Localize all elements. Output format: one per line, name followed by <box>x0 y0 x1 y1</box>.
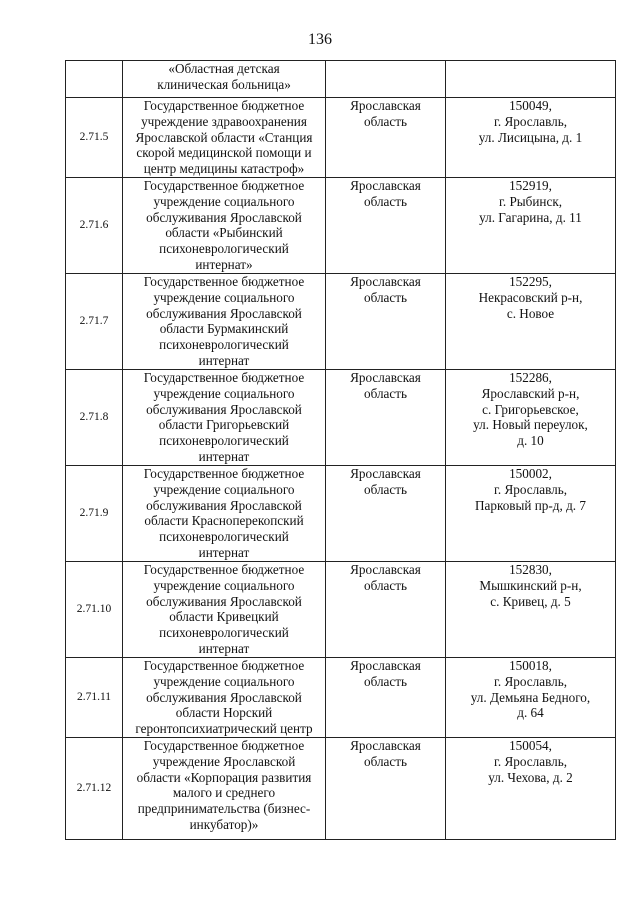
institution-name-line: области Бурмакинский <box>159 321 289 337</box>
row-number: 2.71.9 <box>79 506 109 519</box>
region-cell <box>326 737 446 839</box>
institution-name-line: Государственное бюджетное <box>143 98 305 113</box>
institution-name-line: обслуживания Ярославской <box>146 497 302 513</box>
region-line: область <box>363 289 408 305</box>
table-row <box>66 273 616 369</box>
institution-name-cell <box>123 61 326 98</box>
institution-name-cell <box>123 98 326 178</box>
institution-name-line: интернат <box>198 352 250 368</box>
institution-name-line: области Норский <box>175 705 273 721</box>
region-cell <box>326 273 446 369</box>
table-row <box>66 737 616 839</box>
institution-name-line: области Кривецкий <box>169 609 279 625</box>
address-line: с. Новое <box>506 305 555 321</box>
institution-name-line: интернат» <box>195 256 253 272</box>
institution-name-line: психоневрологический <box>159 529 289 545</box>
institution-name-line: учреждение социального <box>153 577 295 593</box>
institution-name-line: учреждение здравоохранения <box>141 113 307 129</box>
institution-name-line: обслуживания Ярославской <box>146 305 302 321</box>
address-cell <box>446 98 616 178</box>
institution-name-line: обслуживания Ярославской <box>146 593 302 609</box>
region-line: область <box>363 385 408 401</box>
region-cell <box>326 657 446 737</box>
institution-name-line: обслуживания Ярославской <box>146 401 302 417</box>
institution-name-cell <box>123 177 326 273</box>
address-line: г. Ярославль, <box>493 673 568 689</box>
address-line: д. 64 <box>517 705 544 721</box>
address-cell <box>446 369 616 465</box>
institution-name-line: Ярославской области «Станция <box>135 129 313 145</box>
institution-name-line: учреждение социального <box>153 673 295 689</box>
institution-name-line: психоневрологический <box>159 241 289 257</box>
region-line: Ярославская <box>350 98 421 113</box>
institution-name-line: центр медицины катастроф» <box>143 161 305 177</box>
region-line: область <box>363 673 408 689</box>
address-line: ул. Новый переулок, <box>473 417 588 433</box>
address-line: 152919, <box>509 177 552 193</box>
institution-name-line: малого и среднего <box>172 785 276 801</box>
institutions-table <box>65 60 616 840</box>
institution-name-line: учреждение социального <box>153 481 295 497</box>
address-line: Ярославский р-н, <box>481 385 580 401</box>
institution-name-line: Государственное бюджетное <box>143 177 305 193</box>
region-line: область <box>363 113 408 129</box>
region-cell <box>326 465 446 561</box>
address-line: Некрасовский р-н, <box>478 289 583 305</box>
institution-name-line: инкубатор)» <box>189 816 259 832</box>
region-line: область <box>363 481 408 497</box>
institution-name-line: интернат <box>198 544 250 560</box>
institution-name-line: Государственное бюджетное <box>143 273 305 289</box>
institution-name-line: Государственное бюджетное <box>143 465 305 481</box>
row-number: 2.71.7 <box>79 314 109 327</box>
address-line: ул. Чехова, д. 2 <box>488 769 573 785</box>
institution-name-line: Государственное бюджетное <box>143 561 305 577</box>
address-line: г. Ярославль, <box>493 481 568 497</box>
row-number: 2.71.6 <box>79 218 109 231</box>
table-row <box>66 177 616 273</box>
row-number-cell <box>66 61 123 98</box>
address-cell <box>446 465 616 561</box>
address-line: 150018, <box>509 657 552 673</box>
institution-name-cell <box>123 273 326 369</box>
row-number-cell <box>66 177 123 273</box>
address-line: Мышкинский р-н, <box>479 577 582 593</box>
institution-name-cell <box>123 465 326 561</box>
institution-name-line: области Краснoперекопский <box>144 513 304 529</box>
institution-name-line: области Григорьевский <box>158 417 290 433</box>
institution-name-cell <box>123 561 326 657</box>
institution-name-line: учреждение социального <box>153 193 295 209</box>
institution-name-cell <box>123 737 326 839</box>
region-line: область <box>363 193 408 209</box>
address-line: 152286, <box>509 369 552 385</box>
institution-name-line: учреждение социального <box>153 385 295 401</box>
institution-name-line: Государственное бюджетное <box>143 737 305 753</box>
row-number-cell <box>66 369 123 465</box>
institution-name-line: области «Рыбинский <box>165 225 283 241</box>
institution-name-line: Государственное бюджетное <box>143 369 305 385</box>
institution-name-line: интернат <box>198 640 250 656</box>
region-line: область <box>363 577 408 593</box>
region-cell <box>326 369 446 465</box>
institution-name-line: психоневрологический <box>159 337 289 353</box>
address-cell <box>446 177 616 273</box>
region-cell <box>326 177 446 273</box>
institution-name-line: обслуживания Ярославской <box>146 689 302 705</box>
institution-name-line: обслуживания Ярославской <box>146 209 302 225</box>
row-number: 2.71.5 <box>79 130 109 143</box>
region-line: Ярославская <box>350 273 421 289</box>
region-cell <box>326 61 446 98</box>
row-number-cell <box>66 98 123 178</box>
institution-name-line: интернат <box>198 448 250 464</box>
region-cell <box>326 98 446 178</box>
institution-name-line: психоневрологический <box>159 433 289 449</box>
address-line: с. Григорьевское, <box>482 401 579 417</box>
institution-name-line: клиническая больница» <box>157 76 291 92</box>
region-line: Ярославская <box>350 657 421 673</box>
address-line: ул. Демьяна Бедного, <box>470 689 591 705</box>
address-line: г. Ярославль, <box>493 113 568 129</box>
address-line: ул. Гагарина, д. 11 <box>479 209 582 225</box>
address-cell <box>446 561 616 657</box>
region-cell <box>326 561 446 657</box>
address-line: ул. Лисицына, д. 1 <box>478 129 583 145</box>
institution-name-line: «Областная детская <box>168 61 280 76</box>
table-row <box>66 465 616 561</box>
address-line: д. 10 <box>517 433 544 449</box>
table-row <box>66 561 616 657</box>
region-line: Ярославская <box>350 177 421 193</box>
institution-name-line: скорой медицинской помощи и <box>136 145 312 161</box>
address-line: 152295, <box>509 273 552 289</box>
address-line: 150049, <box>509 98 552 113</box>
row-number-cell <box>66 273 123 369</box>
institution-name-line: учреждение Ярославской <box>152 753 296 769</box>
institution-name-cell <box>123 657 326 737</box>
row-number: 2.71.11 <box>76 690 112 703</box>
region-line: Ярославская <box>350 561 421 577</box>
table-row <box>66 98 616 178</box>
address-cell <box>446 61 616 98</box>
table-body <box>66 61 616 840</box>
region-line: область <box>363 753 408 769</box>
address-cell <box>446 273 616 369</box>
institution-name-line: учреждение социального <box>153 289 295 305</box>
address-line: с. Кривец, д. 5 <box>490 593 571 609</box>
address-line: 152830, <box>509 561 552 577</box>
institution-name-line: области «Корпорация развития <box>136 769 312 785</box>
row-number: 2.71.10 <box>76 602 112 615</box>
region-line: Ярославская <box>350 465 421 481</box>
page-number: 136 <box>308 31 332 48</box>
region-line: Ярославская <box>350 737 421 753</box>
address-line: 150002, <box>509 465 552 481</box>
row-number: 2.71.12 <box>76 781 112 794</box>
institution-name-line: геронтопсихиатрический центр <box>135 721 313 737</box>
row-number-cell <box>66 561 123 657</box>
table-row <box>66 369 616 465</box>
address-line: 150054, <box>509 737 552 753</box>
row-number-cell <box>66 465 123 561</box>
address-line: г. Ярославль, <box>493 753 568 769</box>
region-line: Ярославская <box>350 369 421 385</box>
row-number-cell <box>66 737 123 839</box>
institution-name-line: предпринимательства (бизнес- <box>137 801 311 817</box>
address-line: г. Рыбинск, <box>498 193 563 209</box>
institution-name-cell <box>123 369 326 465</box>
address-line: Парковый пр-д, д. 7 <box>475 497 586 513</box>
table-row <box>66 61 616 98</box>
address-cell <box>446 657 616 737</box>
table-row <box>66 657 616 737</box>
row-number-cell <box>66 657 123 737</box>
institution-name-line: Государственное бюджетное <box>143 657 305 673</box>
row-number: 2.71.8 <box>79 410 109 423</box>
address-cell <box>446 737 616 839</box>
institution-name-line: психоневрологический <box>159 625 289 641</box>
